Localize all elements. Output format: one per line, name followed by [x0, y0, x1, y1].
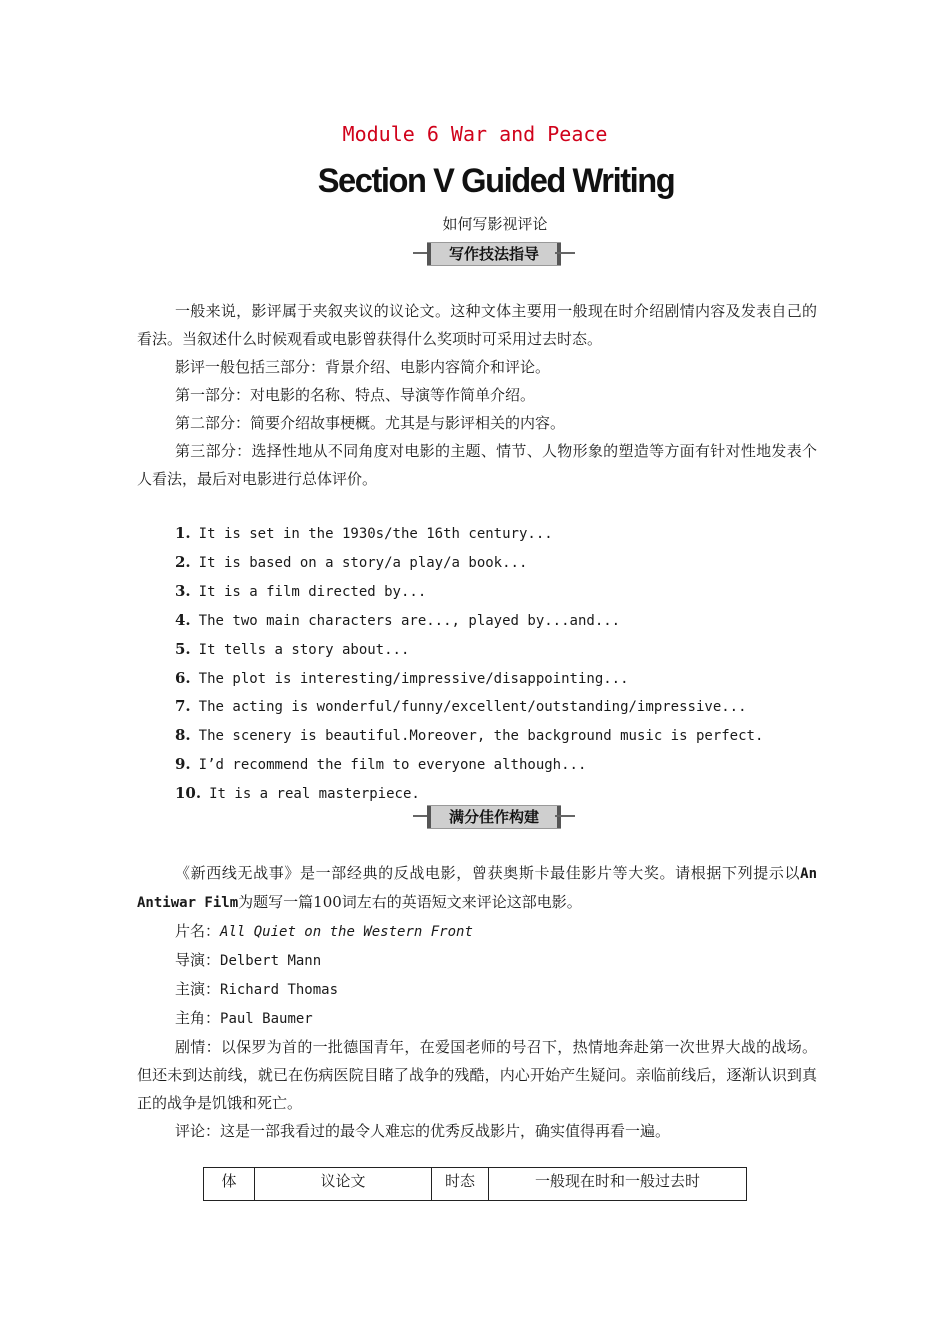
star-value: Richard Thomas	[220, 982, 339, 998]
list-item-number: 4.	[175, 610, 191, 629]
list-item-text: I’d recommend the film to everyone although...	[198, 757, 587, 774]
film-name-label: 片名：	[175, 922, 221, 940]
table-cell: 议论文	[255, 1168, 432, 1201]
page-subtitle: 如何写影视评论	[442, 215, 548, 233]
director-line	[137, 946, 817, 975]
list-item-number: 5.	[175, 639, 191, 658]
banner-rule-right	[555, 815, 575, 817]
list-item-number: 7.	[175, 697, 191, 716]
list-item-text: The two main characters are..., played by...and...	[198, 612, 621, 629]
section-banner-writing-skills	[413, 242, 575, 264]
list-item	[175, 722, 815, 751]
list-item-text: It is a film directed by...	[198, 583, 427, 600]
list-item-text: The acting is wonderful/funny/excellent/outstanding/impressive...	[198, 699, 747, 716]
task-intro-text: 《新西线无战事》是一部经典的反战电影，曾获奥斯卡最佳影片等大奖。请根据下列提示以	[175, 864, 801, 882]
film-name-value: All Quiet on the Western Front	[220, 924, 473, 940]
banner-label: 满分佳作构建	[427, 805, 561, 829]
list-item-number: 2.	[175, 552, 191, 571]
table-row	[204, 1168, 747, 1201]
list-item-text: It tells a story about...	[198, 641, 410, 658]
protagonist-line	[137, 1004, 817, 1033]
useful-phrases-list	[175, 520, 815, 809]
table-cell: 时态	[432, 1168, 489, 1201]
table-cell: 一般现在时和一般过去时	[489, 1168, 747, 1201]
list-item-number: 10.	[175, 784, 202, 803]
list-item-number: 9.	[175, 755, 191, 774]
table-cell: 体	[204, 1168, 255, 1201]
list-item-number: 8.	[175, 726, 191, 745]
star-line	[137, 975, 817, 1004]
banner-label: 写作技法指导	[427, 242, 561, 266]
section-banner-model-writing	[413, 805, 575, 827]
list-item	[175, 693, 815, 722]
section-title: Section V Guided Writing	[317, 162, 675, 200]
protagonist-label: 主角：	[175, 1009, 221, 1027]
list-item	[175, 751, 815, 780]
banner-rule-right	[555, 252, 575, 254]
list-item	[175, 549, 815, 578]
guidance-paragraph: 第三部分：选择性地从不同角度对电影的主题、情节、人物形象的塑造等方面有针对性地发表个人看法，最后对电影进行总体评价。	[137, 442, 817, 488]
list-item-number: 1.	[175, 524, 191, 542]
guidance-paragraph: 第一部分：对电影的名称、特点、导演等作简单介绍。	[175, 386, 536, 404]
essay-title: An Antiwar Film	[137, 866, 817, 911]
list-item-text: It is set in the 1930s/the 16th century...	[198, 526, 553, 542]
guidance-paragraph: 影评一般包括三部分：背景介绍、电影内容简介和评论。	[175, 358, 551, 376]
list-item-text: It is based on a story/a play/a book...	[198, 554, 528, 571]
director-value: Delbert Mann	[220, 953, 322, 969]
list-item-number: 6.	[175, 668, 191, 687]
list-item	[175, 665, 815, 694]
list-item	[175, 607, 815, 636]
task-intro	[137, 859, 817, 917]
guidance-text	[137, 297, 817, 493]
task-intro-text: 为题写一篇100词左右的英语短文来评论这部电影。	[238, 893, 582, 911]
list-item-text: The plot is interesting/impressive/disappointing...	[198, 670, 629, 687]
writing-task	[137, 859, 817, 1145]
film-name-line	[137, 917, 817, 946]
plot-paragraph: 剧情：以保罗为首的一批德国青年，在爱国老师的号召下，热情地奔赴第一次世界大战的战场。但还未到达前线，就已在伤病医院目睹了战争的残酷，内心开始产生疑问。亲临前线后，逐渐认识到真正的战争是饥饿和死亡。	[137, 1038, 817, 1112]
star-label: 主演：	[175, 980, 221, 998]
module-title: Module 6 War and Peace	[342, 122, 608, 146]
list-item	[175, 636, 815, 665]
guidance-paragraph: 一般来说，影评属于夹叙夹议的议论文。这种文体主要用一般现在时介绍剧情内容及发表自己的看法。当叙述什么时候观看或电影曾获得什么奖项时可采用过去时态。	[137, 302, 817, 348]
list-item	[175, 578, 815, 607]
director-label: 导演：	[175, 951, 221, 969]
list-item-text: The scenery is beautiful.Moreover, the background music is perfect.	[198, 728, 764, 745]
list-item	[175, 520, 815, 549]
protagonist-value: Paul Baumer	[220, 1011, 313, 1027]
list-item-number: 3.	[175, 581, 191, 600]
list-item-text: It is a real masterpiece.	[209, 786, 420, 803]
guidance-paragraph: 第二部分：简要介绍故事梗概。尤其是与影评相关的内容。	[175, 414, 566, 432]
analysis-table	[203, 1167, 747, 1201]
comment-paragraph: 评论：这是一部我看过的最令人难忘的优秀反战影片，确实值得再看一遍。	[175, 1122, 671, 1140]
